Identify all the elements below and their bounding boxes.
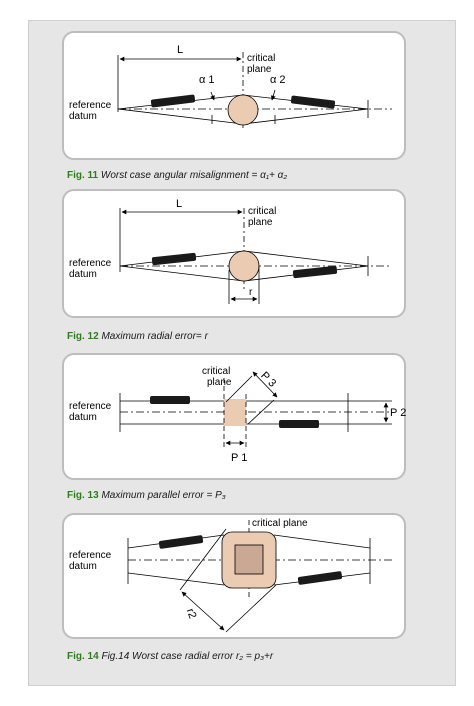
fig13-p3-label: P 3 bbox=[258, 369, 279, 390]
figure-14-diagram bbox=[69, 518, 392, 632]
figure-14-caption-text: Fig.14 Worst case radial error bbox=[101, 651, 236, 662]
fig14-right-shaft-upper bbox=[274, 535, 370, 548]
figure-11-caption-text: Worst case angular misalignment = bbox=[100, 170, 261, 181]
fig11-alpha1-label: α 1 bbox=[199, 74, 215, 86]
fig11-alpha2-label: α 2 bbox=[270, 74, 286, 86]
fig11-critical-label-1: critical bbox=[247, 53, 276, 64]
fig14-reference-label-1: reference bbox=[69, 550, 112, 561]
fig13-reference-label-2: datum bbox=[69, 412, 97, 423]
fig11-left-shaft-lower bbox=[118, 109, 243, 124]
fig13-reference-label-1: reference bbox=[69, 401, 112, 412]
fig14-r2-label: r2 bbox=[183, 606, 199, 621]
fig13-right-shaft-bar bbox=[279, 420, 319, 428]
figure-14-caption-math: r₂ = p₃+r bbox=[235, 651, 274, 662]
figure-11-number: Fig. 11 bbox=[67, 170, 99, 181]
fig12-reference-label-1: reference bbox=[69, 258, 112, 269]
fig12-critical-label-2: plane bbox=[248, 217, 273, 228]
fig12-left-shaft-lower bbox=[120, 266, 244, 281]
figure-13-caption-math: P₃ bbox=[215, 490, 226, 501]
fig11-length-label: L bbox=[177, 44, 184, 56]
fig12-reference-label-2: datum bbox=[69, 269, 97, 280]
fig12-left-shaft-bar bbox=[152, 253, 197, 266]
figure-13-number: Fig. 13 bbox=[67, 490, 99, 501]
fig12-coupling-circle bbox=[229, 251, 259, 281]
fig11-right-shaft-lower bbox=[243, 109, 368, 124]
fig14-r2-extension-lower bbox=[226, 585, 276, 632]
fig12-length-label: L bbox=[176, 198, 183, 210]
figure-14-number: Fig. 14 bbox=[67, 651, 99, 662]
fig12-right-shaft-bar bbox=[293, 266, 338, 279]
fig14-left-shaft-bar bbox=[159, 535, 204, 549]
fig12-critical-label-1: critical bbox=[248, 206, 277, 217]
fig13-p2-label: P 2 bbox=[390, 407, 407, 419]
fig11-critical-label-2: plane bbox=[247, 64, 272, 75]
figure-13-caption-text: Maximum parallel error = bbox=[101, 490, 216, 501]
fig13-coupling-block bbox=[224, 399, 246, 426]
figure-12-number: Fig. 12 bbox=[67, 331, 99, 342]
figure-11-diagram bbox=[69, 44, 392, 130]
figure-12-caption-text: Maximum radial error= bbox=[101, 331, 205, 342]
fig13-critical-label-2: plane bbox=[207, 377, 232, 388]
fig13-left-shaft-bar bbox=[150, 396, 190, 404]
figure-11-caption-math: α₁+ α₂ bbox=[260, 170, 288, 181]
figure-12-diagram bbox=[69, 198, 392, 304]
fig14-critical-plane-label: critical plane bbox=[252, 518, 308, 529]
fig11-reference-label-2: datum bbox=[69, 111, 97, 122]
fig14-reference-label-2: datum bbox=[69, 561, 97, 572]
fig13-p1-label: P 1 bbox=[231, 452, 248, 464]
fig13-critical-label-1: critical bbox=[202, 366, 231, 377]
fig14-left-shaft-lower bbox=[128, 573, 224, 585]
fig12-radius-label: r bbox=[249, 287, 253, 298]
fig12-right-shaft-upper bbox=[244, 251, 368, 266]
fig14-coupling-inner bbox=[235, 545, 263, 574]
fig14-right-shaft-bar bbox=[298, 571, 343, 585]
figure-13-diagram bbox=[69, 366, 406, 464]
fig11-reference-label-1: reference bbox=[69, 100, 112, 111]
fig11-left-shaft-bar bbox=[151, 94, 196, 107]
fig11-coupling-circle bbox=[228, 95, 258, 125]
figure-12-caption-math: r bbox=[204, 331, 208, 342]
fig11-right-shaft-bar bbox=[291, 95, 336, 108]
